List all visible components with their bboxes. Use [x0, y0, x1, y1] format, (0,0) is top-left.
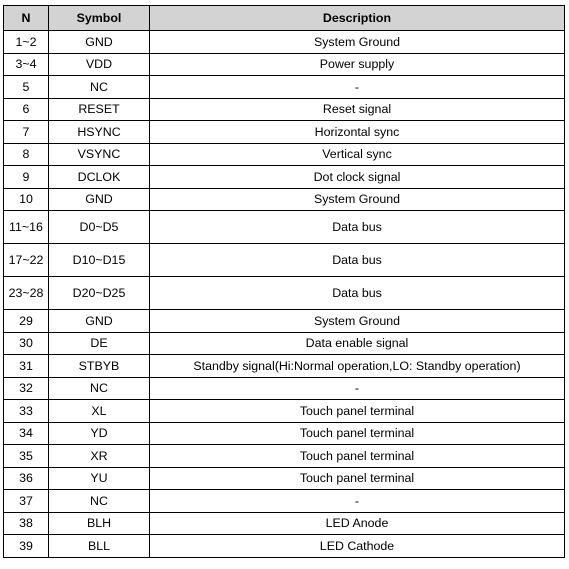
table-row — [4, 143, 565, 166]
table-row — [4, 490, 565, 513]
pin-number: 6 — [4, 98, 49, 121]
pin-description: Standby signal(Hi:Normal operation,LO: Standby operation) — [150, 355, 565, 378]
table-row — [4, 166, 565, 189]
pin-description: LED Cathode — [150, 535, 565, 558]
pin-symbol: XL — [49, 400, 150, 423]
pin-symbol: DE — [49, 332, 150, 355]
pin-symbol: BLL — [49, 535, 150, 558]
pin-number: 5 — [4, 76, 49, 99]
pin-description: System Ground — [150, 188, 565, 211]
header-n: N — [4, 6, 49, 31]
pin-number: 34 — [4, 422, 49, 445]
table-row — [4, 31, 565, 54]
pin-description: Vertical sync — [150, 143, 565, 166]
table-row — [4, 332, 565, 355]
pin-description: System Ground — [150, 31, 565, 54]
pin-number: 39 — [4, 535, 49, 558]
table-row — [4, 512, 565, 535]
pin-symbol: NC — [49, 377, 150, 400]
pin-symbol: GND — [49, 188, 150, 211]
pin-description: Dot clock signal — [150, 166, 565, 189]
pin-number: 30 — [4, 332, 49, 355]
pin-symbol: VDD — [49, 53, 150, 76]
pin-symbol: NC — [49, 76, 150, 99]
pin-symbol: GND — [49, 310, 150, 333]
pin-number: 35 — [4, 445, 49, 468]
table-row — [4, 355, 565, 378]
pin-symbol: GND — [49, 31, 150, 54]
pin-symbol: DCLOK — [49, 166, 150, 189]
table-row — [4, 445, 565, 468]
pin-number: 3~4 — [4, 53, 49, 76]
pin-number: 29 — [4, 310, 49, 333]
table-row — [4, 244, 565, 277]
pin-symbol: STBYB — [49, 355, 150, 378]
table-row — [4, 422, 565, 445]
pin-number: 38 — [4, 512, 49, 535]
header-symbol: Symbol — [49, 6, 150, 31]
pin-number: 9 — [4, 166, 49, 189]
pin-number: 36 — [4, 467, 49, 490]
table-header — [4, 6, 565, 31]
pin-number: 31 — [4, 355, 49, 378]
pin-number: 23~28 — [4, 277, 49, 310]
table-row — [4, 76, 565, 99]
pin-number: 8 — [4, 143, 49, 166]
table-row — [4, 277, 565, 310]
pin-number: 17~22 — [4, 244, 49, 277]
pin-description: Data enable signal — [150, 332, 565, 355]
table-row — [4, 377, 565, 400]
pin-description: Touch panel terminal — [150, 445, 565, 468]
table-row — [4, 188, 565, 211]
pin-symbol: RESET — [49, 98, 150, 121]
pin-symbol: D20~D25 — [49, 277, 150, 310]
pin-description: Touch panel terminal — [150, 467, 565, 490]
table-row — [4, 467, 565, 490]
table-row — [4, 535, 565, 558]
pin-number: 10 — [4, 188, 49, 211]
pin-number: 33 — [4, 400, 49, 423]
pin-symbol: XR — [49, 445, 150, 468]
table-row — [4, 400, 565, 423]
header-description: Description — [150, 6, 565, 31]
pin-description: Reset signal — [150, 98, 565, 121]
pin-symbol: HSYNC — [49, 121, 150, 144]
table-row — [4, 53, 565, 76]
pin-description: Touch panel terminal — [150, 422, 565, 445]
pin-symbol: YD — [49, 422, 150, 445]
pin-number: 37 — [4, 490, 49, 513]
table-row — [4, 310, 565, 333]
pin-symbol: BLH — [49, 512, 150, 535]
table-row — [4, 98, 565, 121]
pin-symbol: D0~D5 — [49, 211, 150, 244]
pin-assignment-table — [3, 5, 565, 558]
table-row — [4, 211, 565, 244]
pin-number: 32 — [4, 377, 49, 400]
table-row — [4, 121, 565, 144]
pin-number: 1~2 — [4, 31, 49, 54]
pin-symbol: VSYNC — [49, 143, 150, 166]
table-body — [4, 31, 565, 558]
pin-description: - — [150, 76, 565, 99]
pin-description: - — [150, 490, 565, 513]
header-row — [4, 6, 565, 31]
pin-symbol: YU — [49, 467, 150, 490]
pin-description: Data bus — [150, 211, 565, 244]
pin-description: Data bus — [150, 244, 565, 277]
pin-description: - — [150, 377, 565, 400]
pin-description: Data bus — [150, 277, 565, 310]
pin-number: 7 — [4, 121, 49, 144]
pin-symbol: D10~D15 — [49, 244, 150, 277]
pin-description: LED Anode — [150, 512, 565, 535]
pin-description: Power supply — [150, 53, 565, 76]
pin-number: 11~16 — [4, 211, 49, 244]
pin-description: System Ground — [150, 310, 565, 333]
pin-description: Horizontal sync — [150, 121, 565, 144]
pin-description: Touch panel terminal — [150, 400, 565, 423]
pin-symbol: NC — [49, 490, 150, 513]
